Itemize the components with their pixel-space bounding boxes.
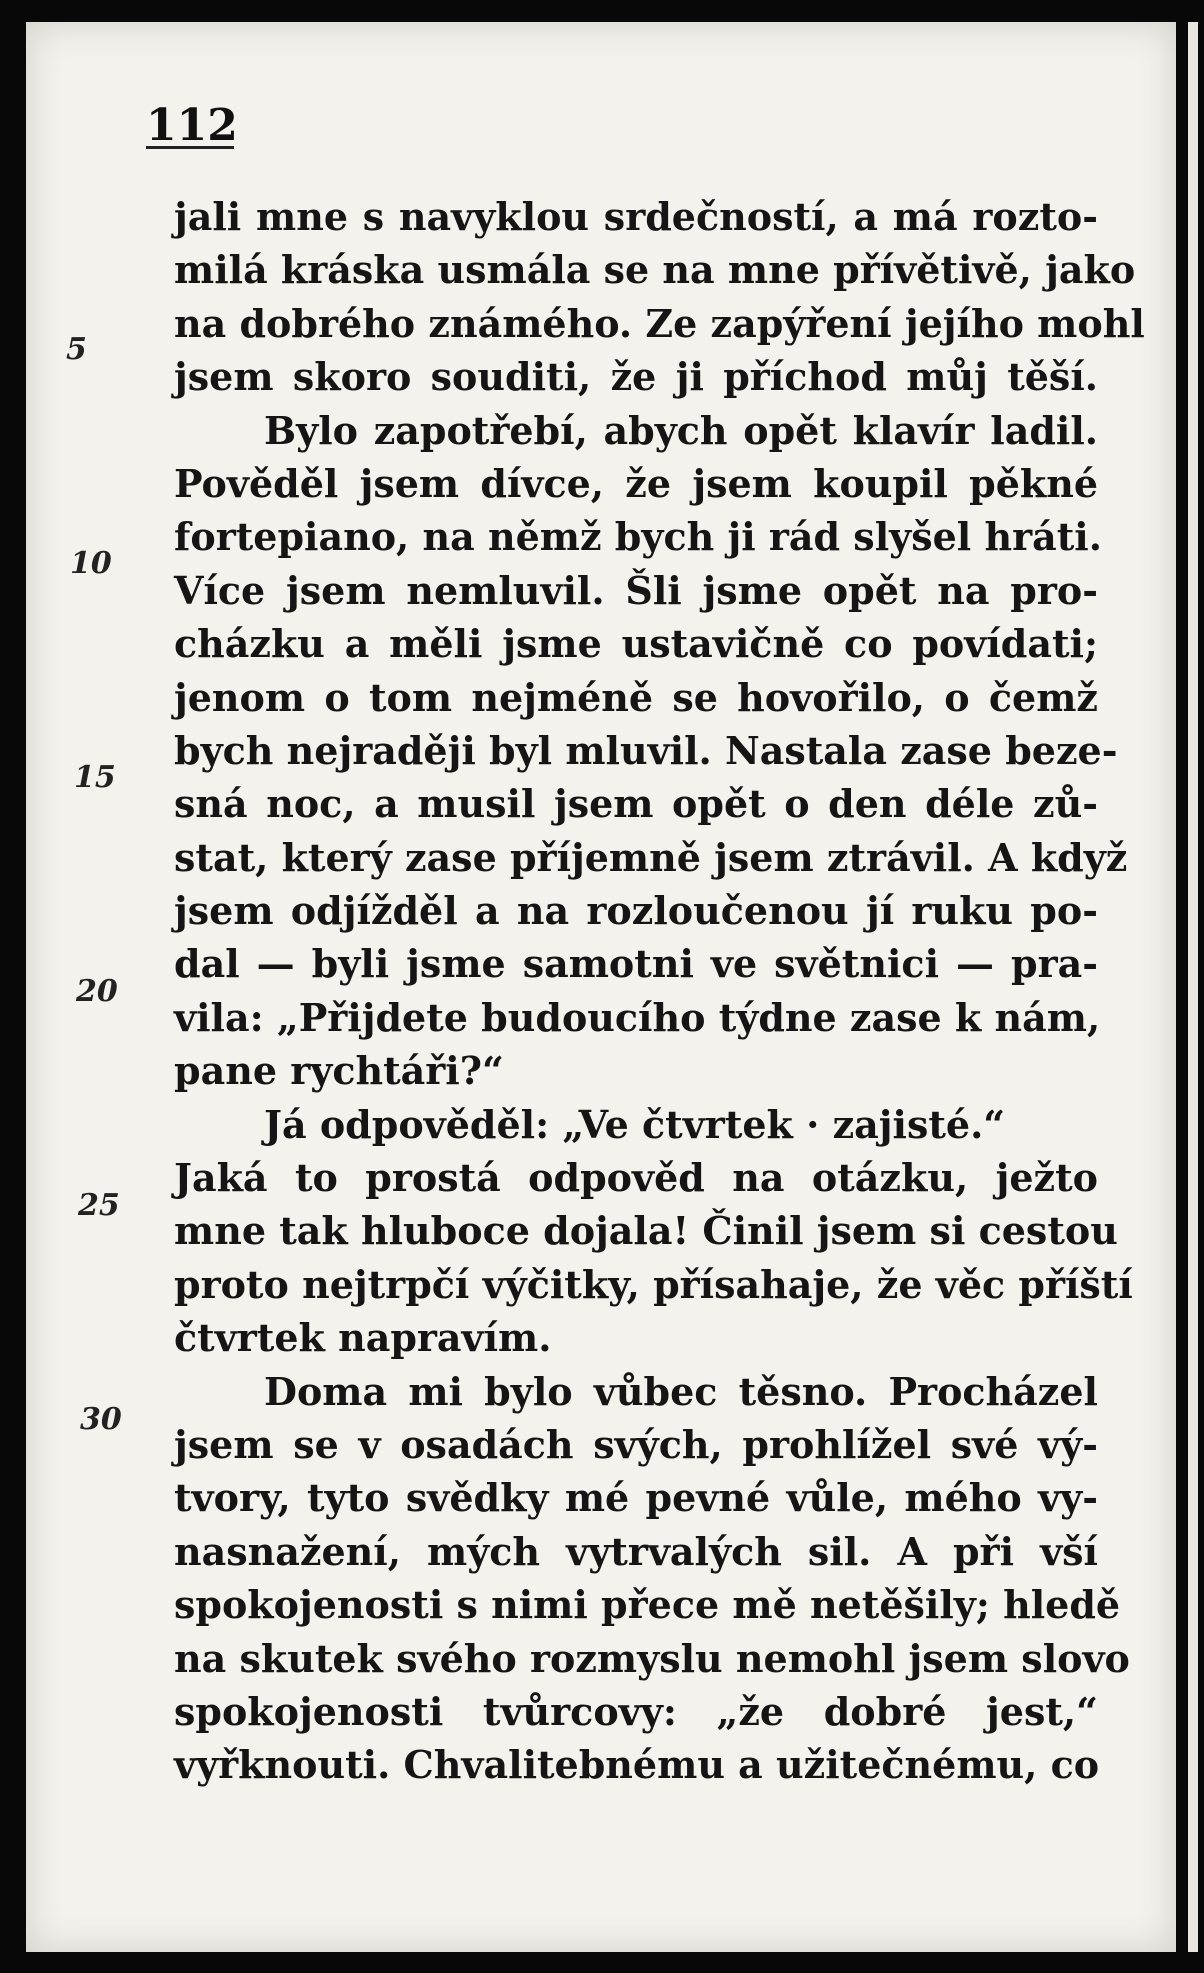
text-line: sná noc, a musil jsem opět o den déle zů- (174, 781, 1098, 827)
text-line: spokojenosti tvůrcovy: „že dobré jest,“ (174, 1688, 1098, 1734)
text-line: proto nejtrpčí výčitky, přísahaje, že věc příští (174, 1261, 1133, 1307)
text-line: na dobrého známého. Ze zapýření jejího mohl (174, 300, 1145, 346)
text-line: Já odpověděl: „Ve čtvrtek · zajisté.“ (264, 1101, 1006, 1147)
adjacent-page-edge (1188, 22, 1198, 1952)
text-line: jenom o tom nejméně se hovořilo, o čemž (174, 674, 1098, 720)
text-line: Doma mi bylo vůbec těsno. Procházel (264, 1368, 1098, 1414)
line-number-mark: 30 (80, 1402, 122, 1437)
line-number-mark: 25 (78, 1188, 120, 1223)
text-line: jsem se v osadách svých, prohlížel své vý- (174, 1421, 1098, 1467)
text-line: pane rychtáři?“ (174, 1048, 504, 1094)
text-line: tvory, tyto svědky mé pevné vůle, mého vy- (174, 1475, 1098, 1521)
book-page (26, 22, 1176, 1952)
text-line: čtvrtek napravím. (174, 1315, 552, 1361)
text-line: dal — byli jsme samotni ve světnici — pra- (174, 941, 1098, 987)
body-text (174, 190, 1145, 1792)
line-number-mark: 10 (70, 546, 112, 581)
text-line: mne tak hluboce dojala! Činil jsem si cestou (174, 1208, 1118, 1254)
text-line: Jaká to prostá odpověd na otázku, ježto (174, 1155, 1098, 1201)
text-line: Bylo zapotřebí, abych opět klavír ladil. (264, 407, 1098, 453)
line-number-mark: 5 (66, 332, 87, 367)
text-line: jali mne s navyklou srdečností, a má rozto- (174, 194, 1098, 239)
text-line: spokojenosti s nimi přece mě netěšily; hledě (174, 1582, 1121, 1628)
text-line: Pověděl jsem dívce, že jsem koupil pěkné (174, 460, 1098, 506)
text-line: nasnažení, mých vytrvalých sil. A při vší (174, 1528, 1098, 1574)
text-line: milá kráska usmála se na mne přívětivě, jako (174, 247, 1136, 293)
text-line: jsem skoro souditi, že ji příchod můj těší. (174, 354, 1098, 400)
text-line: stat, který zase příjemně jsem ztrávil. A když (174, 834, 1128, 880)
line-number-mark: 20 (76, 974, 118, 1009)
page-number: 112 (146, 100, 238, 151)
text-line: Více jsem nemluvil. Šli jsme opět na pro- (174, 567, 1098, 613)
text-line: bych nejraději byl mluvil. Nastala zase beze- (174, 727, 1118, 773)
text-line: vila: „Přijdete budoucího týdne zase k nám, (174, 994, 1101, 1040)
line-number-mark: 15 (74, 760, 116, 795)
text-line: na skutek svého rozmyslu nemohl jsem slovo (174, 1635, 1130, 1681)
text-line: vyřknouti. Chvalitebnému a užitečnému, co (174, 1742, 1100, 1788)
text-line: cházku a měli jsme ustavičně co povídati; (174, 621, 1098, 667)
text-line: fortepiano, na němž bych ji rád slyšel hráti. (174, 514, 1102, 560)
text-line: jsem odjížděl a na rozloučenou jí ruku po- (174, 888, 1098, 934)
